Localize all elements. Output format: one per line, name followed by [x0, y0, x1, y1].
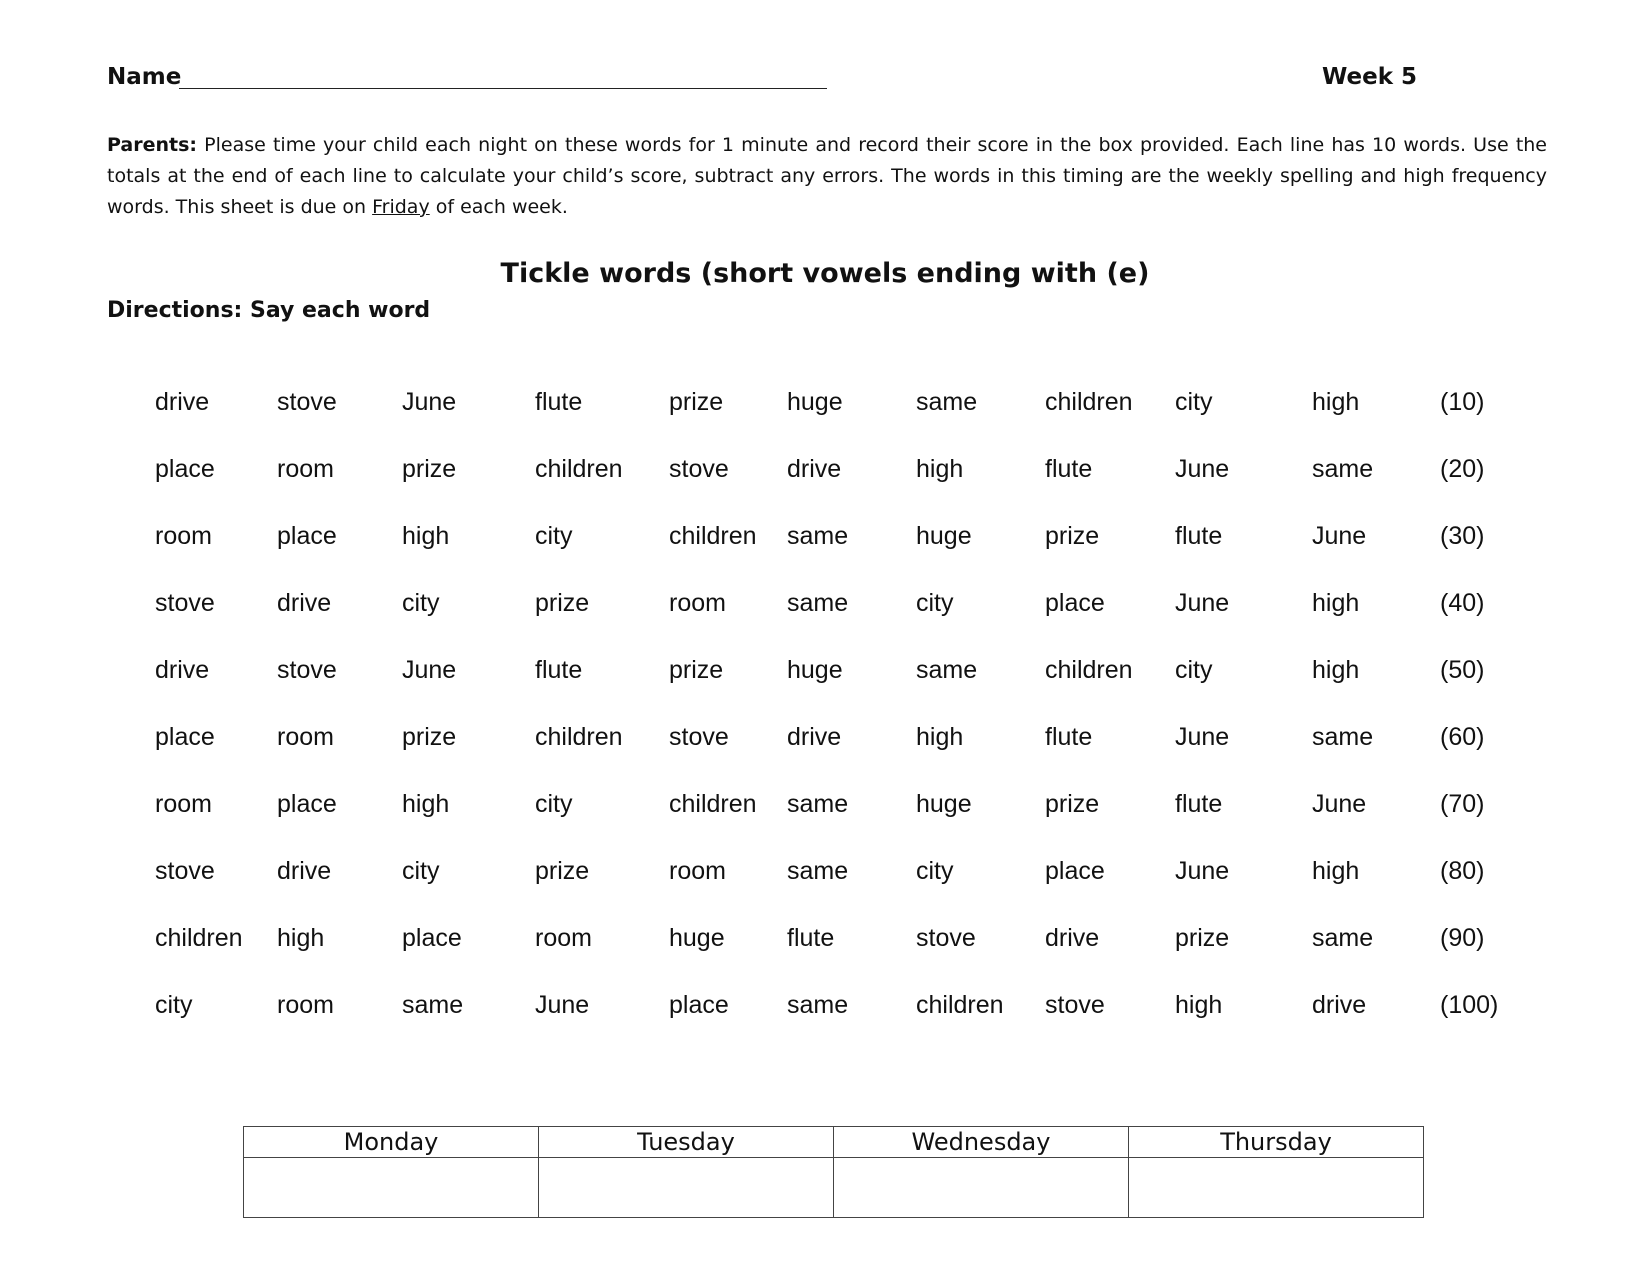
word-row: [155, 455, 1515, 522]
word-item: stove: [277, 388, 337, 416]
word-item: place: [669, 991, 729, 1019]
row-total: (20): [1440, 455, 1485, 483]
score-cell-tuesday[interactable]: [539, 1158, 834, 1218]
word-item: June: [402, 388, 457, 416]
word-item: drive: [787, 723, 842, 751]
word-item: place: [155, 723, 215, 751]
word-item: place: [155, 455, 215, 483]
word-item: flute: [535, 388, 583, 416]
word-row: [155, 522, 1515, 589]
word-item: prize: [1175, 924, 1230, 952]
word-item: drive: [1312, 991, 1367, 1019]
word-item: drive: [787, 455, 842, 483]
word-item: June: [535, 991, 590, 1019]
word-row: [155, 589, 1515, 656]
parent-instructions: [107, 130, 1547, 223]
row-total: (10): [1440, 388, 1485, 416]
word-item: huge: [787, 656, 843, 684]
row-total: (50): [1440, 656, 1485, 684]
word-item: city: [402, 857, 440, 885]
word-row: [155, 924, 1515, 991]
word-item: room: [277, 991, 334, 1019]
word-item: drive: [155, 388, 210, 416]
word-item: same: [787, 522, 849, 550]
word-item: same: [1312, 723, 1374, 751]
word-item: drive: [277, 589, 332, 617]
word-item: flute: [787, 924, 835, 952]
word-item: high: [1312, 388, 1360, 416]
instructions-text-end: of each week.: [429, 196, 568, 218]
header-row: [107, 58, 1427, 98]
word-item: drive: [1045, 924, 1100, 952]
word-row: [155, 790, 1515, 857]
word-item: city: [1175, 388, 1213, 416]
instructions-text: Please time your child each night on these words for 1 minute and record their score in the box provided. Each line has 10 words. Use the totals at the end of each line to calculate your child’s score, subtract any errors. The words in this timing are the weekly spelling and high frequency words. This sheet is due on: [107, 134, 1547, 218]
word-item: same: [916, 388, 978, 416]
word-item: children: [535, 723, 623, 751]
instructions-friday: Friday: [372, 196, 430, 218]
word-item: city: [535, 790, 573, 818]
word-item: huge: [669, 924, 725, 952]
word-row: [155, 857, 1515, 924]
word-item: city: [155, 991, 193, 1019]
score-header-thursday: Thursday: [1129, 1127, 1424, 1158]
score-header-monday: Monday: [244, 1127, 539, 1158]
score-header-tuesday: Tuesday: [539, 1127, 834, 1158]
row-total: (70): [1440, 790, 1485, 818]
word-item: flute: [535, 656, 583, 684]
word-grid: [155, 388, 1515, 1058]
score-header-wednesday: Wednesday: [834, 1127, 1129, 1158]
score-cell-monday[interactable]: [244, 1158, 539, 1218]
word-item: high: [1312, 656, 1360, 684]
word-item: stove: [277, 656, 337, 684]
word-item: prize: [669, 656, 724, 684]
week-label: Week 5: [1322, 64, 1418, 90]
directions: Directions: Say each word: [107, 298, 431, 323]
word-item: prize: [535, 589, 590, 617]
word-item: same: [402, 991, 464, 1019]
word-item: June: [402, 656, 457, 684]
word-item: same: [1312, 924, 1374, 952]
word-row: [155, 388, 1515, 455]
word-item: high: [402, 522, 450, 550]
name-label: Name: [107, 64, 182, 90]
word-row: [155, 656, 1515, 723]
instructions-lead: Parents:: [107, 134, 198, 156]
word-item: prize: [402, 455, 457, 483]
word-item: room: [277, 455, 334, 483]
word-item: high: [277, 924, 325, 952]
word-item: place: [1045, 857, 1105, 885]
word-item: high: [916, 723, 964, 751]
word-item: children: [1045, 656, 1133, 684]
word-item: high: [1312, 857, 1360, 885]
word-item: June: [1175, 857, 1230, 885]
word-item: same: [916, 656, 978, 684]
word-item: flute: [1045, 455, 1093, 483]
name-write-line[interactable]: [179, 88, 827, 89]
word-item: city: [535, 522, 573, 550]
word-item: place: [277, 522, 337, 550]
word-item: prize: [1045, 522, 1100, 550]
word-item: prize: [535, 857, 590, 885]
word-item: huge: [916, 790, 972, 818]
word-item: city: [1175, 656, 1213, 684]
word-item: drive: [155, 656, 210, 684]
word-item: room: [535, 924, 592, 952]
word-row: [155, 723, 1515, 790]
word-item: same: [1312, 455, 1374, 483]
word-item: children: [535, 455, 623, 483]
row-total: (30): [1440, 522, 1485, 550]
word-item: high: [916, 455, 964, 483]
word-item: city: [916, 589, 954, 617]
word-item: room: [155, 522, 212, 550]
row-total: (80): [1440, 857, 1485, 885]
word-item: room: [669, 857, 726, 885]
word-item: June: [1175, 455, 1230, 483]
page-title: Tickle words (short vowels ending with (e): [500, 258, 1150, 289]
word-item: stove: [916, 924, 976, 952]
word-item: high: [402, 790, 450, 818]
word-item: June: [1175, 589, 1230, 617]
score-table: [243, 1126, 1424, 1218]
word-item: same: [787, 790, 849, 818]
word-item: high: [1175, 991, 1223, 1019]
row-total: (40): [1440, 589, 1485, 617]
word-item: prize: [1045, 790, 1100, 818]
word-item: prize: [402, 723, 457, 751]
word-item: flute: [1175, 522, 1223, 550]
word-item: room: [155, 790, 212, 818]
word-item: stove: [155, 589, 215, 617]
word-item: same: [787, 991, 849, 1019]
word-item: June: [1312, 522, 1367, 550]
word-item: stove: [155, 857, 215, 885]
word-item: huge: [916, 522, 972, 550]
word-item: children: [155, 924, 243, 952]
word-item: children: [669, 522, 757, 550]
word-item: same: [787, 857, 849, 885]
word-item: high: [1312, 589, 1360, 617]
score-cell-wednesday[interactable]: [834, 1158, 1129, 1218]
row-total: (60): [1440, 723, 1485, 751]
word-item: place: [1045, 589, 1105, 617]
word-item: children: [1045, 388, 1133, 416]
word-item: flute: [1175, 790, 1223, 818]
word-item: place: [277, 790, 337, 818]
word-item: June: [1312, 790, 1367, 818]
word-item: prize: [669, 388, 724, 416]
word-item: stove: [669, 723, 729, 751]
word-item: city: [916, 857, 954, 885]
word-item: drive: [277, 857, 332, 885]
word-row: [155, 991, 1515, 1058]
row-total: (100): [1440, 991, 1499, 1019]
word-item: stove: [669, 455, 729, 483]
word-item: flute: [1045, 723, 1093, 751]
word-item: stove: [1045, 991, 1105, 1019]
word-item: huge: [787, 388, 843, 416]
word-item: same: [787, 589, 849, 617]
word-item: children: [669, 790, 757, 818]
score-cell-thursday[interactable]: [1129, 1158, 1424, 1218]
word-item: children: [916, 991, 1004, 1019]
word-item: place: [402, 924, 462, 952]
word-item: June: [1175, 723, 1230, 751]
word-item: room: [669, 589, 726, 617]
row-total: (90): [1440, 924, 1485, 952]
word-item: room: [277, 723, 334, 751]
word-item: city: [402, 589, 440, 617]
